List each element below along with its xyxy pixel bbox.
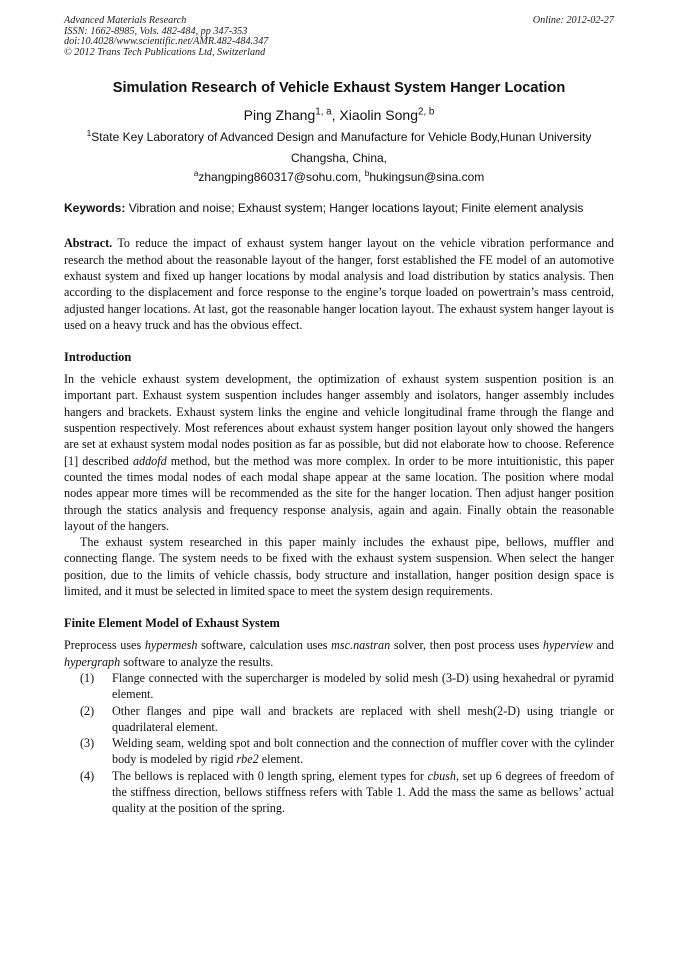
section-heading-fem: Finite Element Model of Exhaust System: [64, 616, 280, 631]
author-separator: ,: [331, 107, 340, 124]
list-item: (4) The bellows is replaced with 0 length spring, element types for cbush, set up 6 degrees of freedom of the stiffness direction, bellows stiffness refers with Table 1. Add the mass the same as bellows’ actual quality at the position of the spring.: [80, 768, 614, 816]
author-name: Xiaolin Song: [339, 107, 418, 124]
emphasis: hyperview: [542, 638, 593, 653]
fem-list: [64, 670, 614, 817]
emphasis: rbe2: [236, 752, 259, 767]
email-link: zhangping860317@sohu.com: [198, 170, 359, 185]
keywords: [64, 201, 614, 215]
affiliation-line-2: Changsha, China,: [290, 151, 388, 166]
abstract-text: To reduce the impact of exhaust system hanger layout on the vehicle vibration performance and research the method about the reasonable layout of the hanger, forst established the FE model of an automotive exhaust system and fixed up hanger locations by modal analysis and load distribution by statics analysis. Then according to the displacement and force response to the engine’s torque loaded on powertrain’s mass centroid, adjusted hanger locations. At last, got the reasonable hanger location layout. The exhaust system hanger layout is used on a heavy truck and has the obvious effect.: [64, 236, 614, 332]
section-heading-introduction: Introduction: [64, 350, 132, 365]
affiliation: [64, 127, 614, 169]
author-list: [64, 107, 614, 123]
affiliation-text: State Key Laboratory of Advanced Design and Manufacture for Vehicle Body,Hunan University: [91, 130, 592, 145]
journal-name: Advanced Materials Research: [64, 15, 187, 26]
doi-line: doi:10.4028/www.scientific.net/AMR.482-484.347: [64, 36, 269, 48]
list-item: (1) Flange connected with the supercharger is modeled by solid mesh (3-D) using hexahedral or pyramid element.: [80, 670, 614, 702]
abstract-label: Abstract.: [64, 236, 113, 251]
author-superscript: 1, a: [315, 106, 332, 118]
author-name: Ping Zhang: [243, 107, 316, 124]
issn-line: ISSN: 1662-8985, Vols. 482-484, pp 347-353: [64, 25, 248, 37]
list-item: (2) Other flanges and pipe wall and brackets are replaced with shell mesh(2-D) using triangle or quadrilateral element.: [80, 703, 614, 734]
copyright-line: © 2012 Trans Tech Publications Ltd, Switzerland: [64, 46, 266, 58]
affiliation-superscript: 1: [86, 128, 92, 139]
online-date: Online: 2012-02-27: [532, 15, 614, 26]
emphasis: msc.nastran: [331, 638, 391, 653]
author-superscript: 2, b: [418, 106, 435, 118]
abstract: [64, 235, 614, 333]
emphasis: hypermesh: [144, 638, 198, 653]
email-line: $^a$zhangping860317@sohu.com, $^b$hukingsun@sina.com: [193, 168, 485, 185]
list-item: (3) Welding seam, welding spot and bolt connection and the connection of muffler cover with the cylinder body is modeled by rigid rbe2 element.: [80, 736, 614, 767]
emphasis: hypergraph: [64, 654, 121, 669]
emphasis: cbush: [427, 768, 456, 783]
paper-title: Simulation Research of Vehicle Exhaust System Hanger Location: [112, 80, 566, 97]
keywords-label: Keywords:: [64, 201, 126, 216]
fem-intro-paragraph: Preprocess uses hypermesh software, calculation uses msc.nastran solver, then post process uses hyperview and hypergraph software to analyze the results.: [64, 638, 614, 669]
journal-header: [64, 16, 614, 58]
intro-paragraph-2: The exhaust system researched in this paper mainly includes the exhaust pipe, bellows, muffler and connecting flange. The system needs to be fixed with the exhaust system suspension. When select the hanger position, due to the limits of vehicle chassis, body structure and installation, hanger position design space is limited, and it must be selected in limited space to meet the system design requirements.: [64, 535, 614, 599]
email-superscript: b: [364, 168, 370, 179]
email-link: hukingsun@sina.com: [369, 170, 485, 185]
affiliation-line-1: [64, 127, 614, 148]
email-superscript: a: [193, 168, 199, 179]
intro-paragraph-1: In the vehicle exhaust system development, the optimization of exhaust system suspention position is an important part. Exhaust system suspention includes hanger assembly and isolators, hanger assembly includes hangers and brackets. Exhaust system links the engine and vehicle longitudinal frame through the flange and suspention respectively. Most references about exhaust system hanger position layout only showed the hangers are set at exhaust system modal nodes position as far as possible, but did not elaborate how to choose. Reference [1] described addofd method, but the method was more complex. In order to be more intuitionistic, this paper counted the times modal nodes of each modal shape appear at the same location. The position where modal nodes appear more times will be recommended as the site for the hanger location. Then adjust hanger position through the statics analysis and frequency response analysis, again and again. Finally obtain the reasonable layout of the hangers.: [64, 372, 614, 533]
keywords-text: Vibration and noise; Exhaust system; Hanger locations layout; Finite element analysis: [128, 201, 584, 216]
emphasis: addofd: [132, 453, 167, 468]
